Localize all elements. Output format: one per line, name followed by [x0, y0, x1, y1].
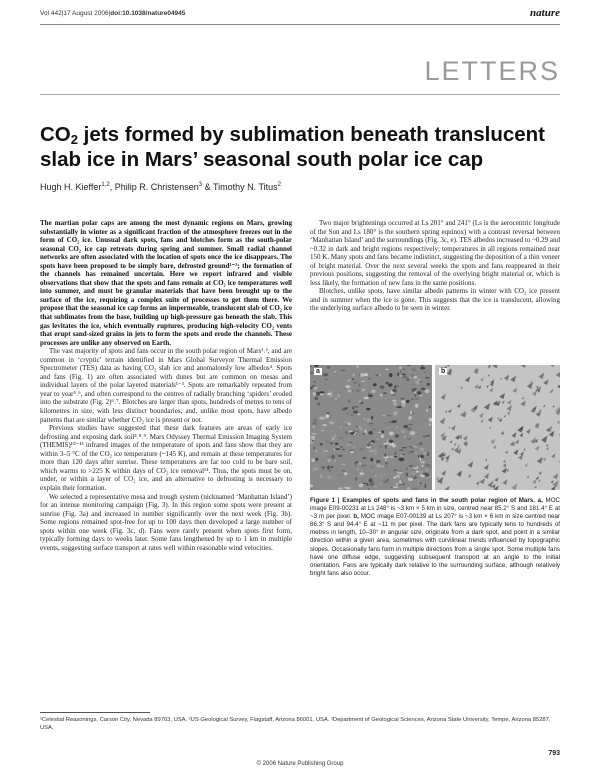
- author-2-affil: 3: [198, 182, 203, 188]
- author-2[interactable]: , Philip R. Christensen: [109, 182, 199, 192]
- author-1[interactable]: Hugh H. Kieffer: [40, 182, 102, 192]
- figure-panel-a[interactable]: [310, 365, 432, 490]
- title-co: CO: [40, 123, 71, 146]
- body-paragraph: Two major brightenings occurred at Ls 201° and 241° (Ls is the aerocentric longitude of the Sun and Ls 180° is the southern spring equinox) with a contrast reversal between ‘Manhattan Island’ and the surroundings (Fig. 3c, e). TES albedos increased to ~0.29 and ~0.32 in dark and bright regions respectively; temperatures in all regions remained near 150 K. Many spots and fans became indistinct, suggesting the deposition of a thin veneer of bright material. Over the next several weeks the spots and fans reappeared in their previous positions, suggesting the removal of the overlying bright material or, which is less likely, the formation of new fans in the same positions.: [310, 219, 560, 287]
- doi-text[interactable]: doi:10.1038/nature04945: [110, 10, 186, 17]
- right-column: [310, 219, 560, 313]
- section-divider: [40, 94, 560, 95]
- mars-spots-image: [310, 365, 432, 490]
- left-column: [40, 219, 292, 552]
- title-subscript: 2: [70, 132, 78, 147]
- citation-header: [40, 10, 185, 17]
- author-list: [40, 182, 281, 192]
- caption-b-text: MOC image E07-00139 at Ls 207° is ~3 km × 6 km in size centred near 86.3° S and 94.4° E at ~11 m per pixel. The dark fans are typically tens to hundreds of metres in length, 10–30° in angular size, originate from a dark spot, and point in a similar direction within a given area, sometimes with curvilinear trends influenced by topographic slopes. Occasionally fans form in multiple directions from a single spot. Some multiple fans have one diffuse edge, suggesting subsequent transport at an angle to the initial orientation. Fans are typically dark relative to the surrounding surface, although relatively bright fans also occur.: [310, 513, 560, 577]
- page-number: 793: [548, 750, 560, 757]
- body-paragraph: Previous studies have suggested that these dark features are areas of early ice defrosting and exposing dark soil³˒⁸˒⁹. Mars Odyssey Thermal Emission Imaging System (THEMIS)¹⁰⁻¹³ infrared images of the temperature of spots and fans show that they are within 3–5 °C of the CO₂ ice temperature (~145 K), and remain at these temperatures for more than 120 days after sunrise. These temperatures are far too cold to be bare soil, which warms to >225 K within days of CO₂ ice removal¹⁴. Thus, the spots must be on, under, or within a layer of CO₂ ice, and an alternative to defrosting is necessary to explain their formation.: [40, 424, 292, 492]
- caption-heading: Figure 1 | Examples of spots and fans in the south polar region of Mars.: [310, 497, 535, 504]
- figure-panel-b[interactable]: [435, 365, 560, 490]
- title-rest: jets formed by sublimation beneath translucent slab ice in Mars’ seasonal south polar ice cap: [40, 123, 546, 171]
- section-label: LETTERS: [424, 56, 560, 86]
- author-3[interactable]: & Timothy N. Titus: [202, 182, 278, 192]
- citation-prefix: Vol 442|17 August 2006|: [40, 10, 111, 17]
- body-paragraph: The vast majority of spots and fans occur in the south polar region of Mars¹˒², and are common in ‘cryptic’ terrain identified in Mars Global Surveyor Thermal Emission Spectrometer (TES) data as having CO₂ slab ice and anomalously low albedos⁴. Spots and fans (Fig. 1) are often associated with dunes but are common on mesas and individual layers of the polar layered materials¹⁻³. Spots are remarkably repeated from year to year⁵˒⁶, and often correspond to the centres of radially branching ‘spiders’ eroded into the substrate (Fig. 2)⁶˒⁷. Blotches are larger than spots, hundreds of metres to tens of kilometres in size, with less distinct boundaries, and, unlike most spots, have albedo patterns that are similar whether CO₂ ice is present or not.: [40, 347, 292, 424]
- header-divider: [40, 24, 560, 25]
- author-3-affil: 2: [277, 182, 281, 188]
- caption-b-label: b,: [353, 513, 359, 521]
- caption-a-text: MOC image E09-00231 at Ls 248° is ~3 km × 5 km in size, centred near 85.2° S and 181.4° E at ~3 m per pixel.: [310, 497, 560, 521]
- affiliations-footnote: ¹Celestial Reasonings, Carson City, Nevada 89703, USA. ²US Geological Survey, Flagstaff, Arizona 86001, USA. ³Department of Geological Sciences, Arizona State University, Tempe, Arizona 85287, USA.: [40, 717, 551, 731]
- panel-b-label: b: [441, 368, 446, 375]
- copyright-notice: © 2006 Nature Publishing Group: [256, 761, 344, 767]
- panel-a-label: a: [316, 368, 320, 375]
- figure-1: [310, 365, 560, 490]
- mars-fans-image: [435, 365, 560, 490]
- journal-logo: nature: [530, 7, 560, 19]
- body-paragraph: We selected a representative mesa and trough system (nicknamed ‘Manhattan Island’) for an intense monitoring campaign (Fig. 3). In this region some spots were present at sunrise (Fig. 3a) and increased in number significantly over the next week (Fig. 3b). Some regions remained spot-free for up to 100 days then developed a large number of spots within one week (Fig. 3c, d). Fans were rarely present when spots first form, typically forming days to weeks later. Some fans lengthened by up to 1 km in multiple events, suggesting surface transport at rates well within reasonable wind velocities.: [40, 492, 292, 552]
- caption-a-label: a,: [537, 497, 543, 504]
- footnote-divider: [40, 712, 150, 713]
- body-paragraph: Blotches, unlike spots, have similar albedo patterns in winter with CO₂ ice present and in summer when the ice is gone. This suggests that the ice is translucent, allowing the underlying surface albedo to be seen in winter.: [310, 287, 560, 313]
- article-title: [40, 122, 570, 172]
- abstract: The martian polar caps are among the most dynamic regions on Mars, growing substantially in winter as a significant fraction of the atmosphere freezes out in the form of CO₂ ice. Unusual dark spots, fans and blotches form as the south-polar seasonal CO₂ ice cap retreats during spring and summer. Small radial channel networks are often associated with the location of spots once the ice disappears. The spots have been proposed to be simply bare, defrosted ground¹⁻³; the formation of the channels has remained uncertain. Here we report infrared and visible observations that show that the spots and fans remain at CO₂ ice temperatures well into summer, and must be granular materials that have been brought up to the surface of the ice, requiring a complex suite of processes to get them there. We propose that the seasonal ice cap forms an impermeable, translucent slab of CO₂ ice that sublimates from the base, building up high-pressure gas beneath the slab. This gas levitates the ice, which eventually ruptures, producing high-velocity CO₂ vents that erupt sand-sized grains in jets to form the spots and erode the channels. These processes are unlike any observed on Earth.: [40, 219, 292, 347]
- figure-caption: [310, 497, 560, 578]
- author-1-affil: 1,2: [101, 182, 110, 188]
